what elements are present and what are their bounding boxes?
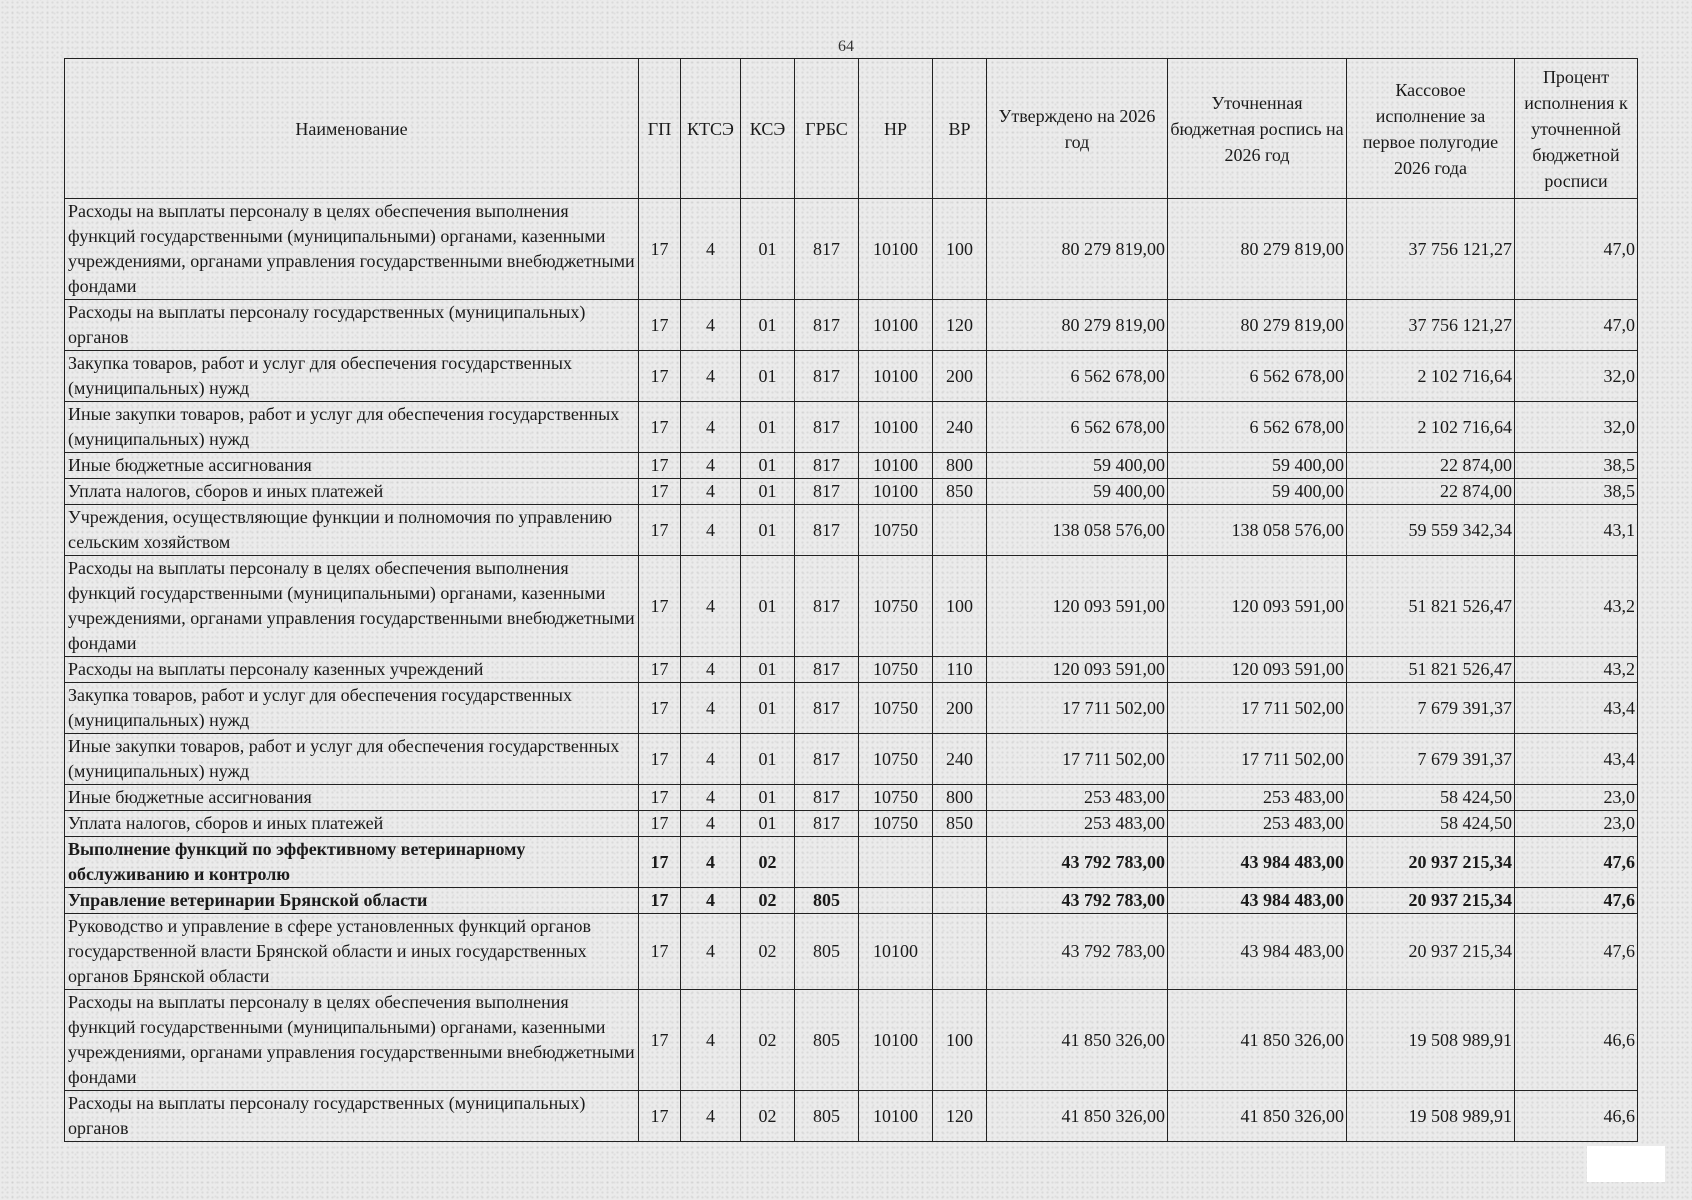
- cell-kse: 01: [741, 683, 795, 734]
- cell-gp: 17: [639, 1091, 681, 1142]
- cell-nr: 10750: [859, 785, 933, 811]
- cell-percent: 43,4: [1515, 683, 1638, 734]
- cell-ktse: 4: [681, 734, 741, 785]
- header-kse: КСЭ: [741, 59, 795, 199]
- cell-grbs: [795, 837, 859, 888]
- table-body: [65, 199, 1638, 1142]
- cell-refined: 59 400,00: [1168, 479, 1347, 505]
- cell-nr: 10750: [859, 683, 933, 734]
- cell-vr: 200: [933, 683, 987, 734]
- cell-gp: 17: [639, 683, 681, 734]
- cell-refined: 120 093 591,00: [1168, 657, 1347, 683]
- header-name: Наименование: [65, 59, 639, 199]
- cell-nr: 10750: [859, 657, 933, 683]
- cell-name: Расходы на выплаты персоналу государственных (муниципальных) органов: [65, 300, 639, 351]
- cell-cash: 2 102 716,64: [1347, 402, 1515, 453]
- cell-kse: 01: [741, 453, 795, 479]
- cell-grbs: 805: [795, 990, 859, 1091]
- cell-grbs: 817: [795, 683, 859, 734]
- cell-name: Расходы на выплаты персоналу казенных учреждений: [65, 657, 639, 683]
- cell-percent: 23,0: [1515, 785, 1638, 811]
- cell-percent: 46,6: [1515, 1091, 1638, 1142]
- cell-refined: 17 711 502,00: [1168, 683, 1347, 734]
- cell-name: Иные закупки товаров, работ и услуг для обеспечения государственных (муниципальных) нужд: [65, 402, 639, 453]
- table-row: [65, 402, 1638, 453]
- cell-vr: 200: [933, 351, 987, 402]
- cell-name: Закупка товаров, работ и услуг для обеспечения государственных (муниципальных) нужд: [65, 683, 639, 734]
- cell-nr: 10100: [859, 479, 933, 505]
- cell-approved: 253 483,00: [987, 785, 1168, 811]
- cell-approved: 80 279 819,00: [987, 300, 1168, 351]
- cell-vr: 240: [933, 734, 987, 785]
- cell-cash: 37 756 121,27: [1347, 300, 1515, 351]
- cell-vr: 110: [933, 657, 987, 683]
- cell-name: Выполнение функций по эффективному ветеринарному обслуживанию и контролю: [65, 837, 639, 888]
- cell-percent: 38,5: [1515, 453, 1638, 479]
- cell-nr: 10100: [859, 453, 933, 479]
- header-cash: Кассовое исполнение за первое полугодие 2026 года: [1347, 59, 1515, 199]
- cell-refined: 43 984 483,00: [1168, 914, 1347, 990]
- cell-vr: 120: [933, 1091, 987, 1142]
- cell-name: Иные бюджетные ассигнования: [65, 785, 639, 811]
- cell-kse: 02: [741, 837, 795, 888]
- cell-gp: 17: [639, 453, 681, 479]
- cell-percent: 46,6: [1515, 990, 1638, 1091]
- cell-kse: 02: [741, 990, 795, 1091]
- cell-cash: 22 874,00: [1347, 453, 1515, 479]
- cell-gp: 17: [639, 811, 681, 837]
- table-row: [65, 785, 1638, 811]
- table-row: [65, 683, 1638, 734]
- cell-approved: 120 093 591,00: [987, 556, 1168, 657]
- cell-approved: 6 562 678,00: [987, 402, 1168, 453]
- cell-ktse: 4: [681, 657, 741, 683]
- cell-refined: 17 711 502,00: [1168, 734, 1347, 785]
- cell-ktse: 4: [681, 1091, 741, 1142]
- cell-approved: 80 279 819,00: [987, 199, 1168, 300]
- cell-percent: 47,6: [1515, 888, 1638, 914]
- cell-approved: 59 400,00: [987, 453, 1168, 479]
- cell-ktse: 4: [681, 683, 741, 734]
- cell-percent: 43,1: [1515, 505, 1638, 556]
- cell-refined: 6 562 678,00: [1168, 351, 1347, 402]
- cell-kse: 02: [741, 1091, 795, 1142]
- table-row: [65, 300, 1638, 351]
- cell-grbs: 817: [795, 657, 859, 683]
- cell-vr: 100: [933, 990, 987, 1091]
- cell-kse: 01: [741, 402, 795, 453]
- table-row: [65, 990, 1638, 1091]
- cell-gp: 17: [639, 199, 681, 300]
- cell-percent: 47,6: [1515, 837, 1638, 888]
- cell-nr: 10100: [859, 300, 933, 351]
- table-row: [65, 811, 1638, 837]
- cell-kse: 01: [741, 657, 795, 683]
- cell-name: Учреждения, осуществляющие функции и полномочия по управлению сельским хозяйством: [65, 505, 639, 556]
- cell-refined: 6 562 678,00: [1168, 402, 1347, 453]
- cell-name: Руководство и управление в сфере установленных функций органов государственной власти Брянской области и иных государственных органов Брянской области: [65, 914, 639, 990]
- cell-ktse: 4: [681, 837, 741, 888]
- cell-grbs: 817: [795, 402, 859, 453]
- cell-gp: 17: [639, 556, 681, 657]
- cell-ktse: 4: [681, 785, 741, 811]
- cell-cash: 19 508 989,91: [1347, 1091, 1515, 1142]
- cell-kse: 01: [741, 811, 795, 837]
- cell-grbs: 805: [795, 1091, 859, 1142]
- cell-vr: 240: [933, 402, 987, 453]
- cell-kse: 01: [741, 734, 795, 785]
- cell-refined: 80 279 819,00: [1168, 300, 1347, 351]
- cell-approved: 43 792 783,00: [987, 837, 1168, 888]
- cell-cash: 7 679 391,37: [1347, 734, 1515, 785]
- cell-grbs: 817: [795, 199, 859, 300]
- cell-nr: 10100: [859, 351, 933, 402]
- cell-cash: 58 424,50: [1347, 785, 1515, 811]
- cell-vr: 800: [933, 785, 987, 811]
- cell-grbs: 817: [795, 453, 859, 479]
- cell-vr: 100: [933, 556, 987, 657]
- cell-percent: 23,0: [1515, 811, 1638, 837]
- cell-grbs: 817: [795, 351, 859, 402]
- cell-refined: 80 279 819,00: [1168, 199, 1347, 300]
- table-row: [65, 914, 1638, 990]
- header-percent: Процент исполнения к уточненной бюджетной росписи: [1515, 59, 1638, 199]
- cell-cash: 22 874,00: [1347, 479, 1515, 505]
- white-patch: [1587, 1146, 1665, 1182]
- cell-kse: 01: [741, 199, 795, 300]
- table-row: [65, 453, 1638, 479]
- cell-gp: 17: [639, 990, 681, 1091]
- cell-ktse: 4: [681, 990, 741, 1091]
- cell-ktse: 4: [681, 300, 741, 351]
- table-row: [65, 505, 1638, 556]
- cell-cash: 7 679 391,37: [1347, 683, 1515, 734]
- cell-grbs: 817: [795, 479, 859, 505]
- cell-vr: [933, 888, 987, 914]
- table-row: [65, 199, 1638, 300]
- budget-table: [64, 58, 1638, 1142]
- header-grbs: ГРБС: [795, 59, 859, 199]
- cell-name: Иные бюджетные ассигнования: [65, 453, 639, 479]
- cell-approved: 41 850 326,00: [987, 990, 1168, 1091]
- cell-kse: 02: [741, 914, 795, 990]
- cell-refined: 120 093 591,00: [1168, 556, 1347, 657]
- cell-percent: 43,2: [1515, 657, 1638, 683]
- table-header-row: [65, 59, 1638, 199]
- cell-vr: 850: [933, 811, 987, 837]
- cell-nr: 10100: [859, 199, 933, 300]
- cell-ktse: 4: [681, 914, 741, 990]
- cell-ktse: 4: [681, 505, 741, 556]
- cell-approved: 253 483,00: [987, 811, 1168, 837]
- cell-vr: 120: [933, 300, 987, 351]
- cell-grbs: 817: [795, 785, 859, 811]
- cell-gp: 17: [639, 734, 681, 785]
- cell-percent: 43,4: [1515, 734, 1638, 785]
- cell-cash: 19 508 989,91: [1347, 990, 1515, 1091]
- header-gp: ГП: [639, 59, 681, 199]
- cell-percent: 32,0: [1515, 402, 1638, 453]
- cell-approved: 138 058 576,00: [987, 505, 1168, 556]
- cell-refined: 43 984 483,00: [1168, 888, 1347, 914]
- cell-kse: 01: [741, 479, 795, 505]
- cell-name: Расходы на выплаты персоналу государственных (муниципальных) органов: [65, 1091, 639, 1142]
- cell-refined: 59 400,00: [1168, 453, 1347, 479]
- cell-cash: 58 424,50: [1347, 811, 1515, 837]
- cell-grbs: 817: [795, 300, 859, 351]
- cell-cash: 20 937 215,34: [1347, 914, 1515, 990]
- table-row: [65, 1091, 1638, 1142]
- cell-ktse: 4: [681, 402, 741, 453]
- cell-approved: 17 711 502,00: [987, 734, 1168, 785]
- cell-vr: [933, 914, 987, 990]
- cell-nr: 10750: [859, 505, 933, 556]
- header-approved: Утверждено на 2026 год: [987, 59, 1168, 199]
- table-row: [65, 734, 1638, 785]
- cell-vr: 100: [933, 199, 987, 300]
- table-row: [65, 556, 1638, 657]
- cell-percent: 47,0: [1515, 300, 1638, 351]
- cell-vr: [933, 505, 987, 556]
- cell-name: Расходы на выплаты персоналу в целях обеспечения выполнения функций государственными (муниципальными) органами, казенными учреждениями, органами управления государственными внебюджетными фондами: [65, 556, 639, 657]
- cell-vr: 800: [933, 453, 987, 479]
- cell-grbs: 805: [795, 914, 859, 990]
- cell-kse: 01: [741, 556, 795, 657]
- cell-gp: 17: [639, 888, 681, 914]
- cell-percent: 47,0: [1515, 199, 1638, 300]
- cell-cash: 20 937 215,34: [1347, 888, 1515, 914]
- cell-gp: 17: [639, 351, 681, 402]
- cell-name: Расходы на выплаты персоналу в целях обеспечения выполнения функций государственными (муниципальными) органами, казенными учреждениями, органами управления государственными внебюджетными фондами: [65, 990, 639, 1091]
- cell-grbs: 817: [795, 505, 859, 556]
- header-vr: ВР: [933, 59, 987, 199]
- cell-ktse: 4: [681, 556, 741, 657]
- cell-kse: 02: [741, 888, 795, 914]
- cell-cash: 51 821 526,47: [1347, 657, 1515, 683]
- cell-refined: 253 483,00: [1168, 811, 1347, 837]
- cell-approved: 120 093 591,00: [987, 657, 1168, 683]
- cell-name: Управление ветеринарии Брянской области: [65, 888, 639, 914]
- cell-name: Уплата налогов, сборов и иных платежей: [65, 811, 639, 837]
- cell-ktse: 4: [681, 199, 741, 300]
- cell-kse: 01: [741, 300, 795, 351]
- cell-nr: 10100: [859, 914, 933, 990]
- cell-percent: 43,2: [1515, 556, 1638, 657]
- cell-gp: 17: [639, 479, 681, 505]
- cell-refined: 43 984 483,00: [1168, 837, 1347, 888]
- cell-nr: 10100: [859, 990, 933, 1091]
- table-row: [65, 657, 1638, 683]
- cell-refined: 138 058 576,00: [1168, 505, 1347, 556]
- header-refined: Уточненная бюджетная роспись на 2026 год: [1168, 59, 1347, 199]
- table-row: [65, 888, 1638, 914]
- cell-kse: 01: [741, 785, 795, 811]
- cell-nr: 10750: [859, 556, 933, 657]
- cell-ktse: 4: [681, 351, 741, 402]
- cell-cash: 37 756 121,27: [1347, 199, 1515, 300]
- cell-ktse: 4: [681, 479, 741, 505]
- cell-nr: 10750: [859, 734, 933, 785]
- cell-approved: 43 792 783,00: [987, 914, 1168, 990]
- cell-nr: 10100: [859, 402, 933, 453]
- header-nr: НР: [859, 59, 933, 199]
- cell-gp: 17: [639, 657, 681, 683]
- cell-cash: 51 821 526,47: [1347, 556, 1515, 657]
- cell-refined: 253 483,00: [1168, 785, 1347, 811]
- cell-nr: 10100: [859, 1091, 933, 1142]
- cell-ktse: 4: [681, 453, 741, 479]
- table-row: [65, 479, 1638, 505]
- cell-nr: 10750: [859, 811, 933, 837]
- cell-approved: 6 562 678,00: [987, 351, 1168, 402]
- cell-kse: 01: [741, 351, 795, 402]
- cell-percent: 47,6: [1515, 914, 1638, 990]
- cell-gp: 17: [639, 837, 681, 888]
- cell-cash: 20 937 215,34: [1347, 837, 1515, 888]
- cell-approved: 59 400,00: [987, 479, 1168, 505]
- cell-kse: 01: [741, 505, 795, 556]
- cell-grbs: 817: [795, 734, 859, 785]
- cell-nr: [859, 837, 933, 888]
- cell-vr: [933, 837, 987, 888]
- cell-gp: 17: [639, 402, 681, 453]
- cell-grbs: 817: [795, 811, 859, 837]
- cell-percent: 32,0: [1515, 351, 1638, 402]
- cell-cash: 2 102 716,64: [1347, 351, 1515, 402]
- cell-name: Иные закупки товаров, работ и услуг для обеспечения государственных (муниципальных) нужд: [65, 734, 639, 785]
- cell-gp: 17: [639, 300, 681, 351]
- cell-gp: 17: [639, 914, 681, 990]
- header-ktse: КТСЭ: [681, 59, 741, 199]
- cell-percent: 38,5: [1515, 479, 1638, 505]
- cell-approved: 43 792 783,00: [987, 888, 1168, 914]
- cell-grbs: 805: [795, 888, 859, 914]
- table-row: [65, 351, 1638, 402]
- cell-ktse: 4: [681, 811, 741, 837]
- cell-gp: 17: [639, 785, 681, 811]
- cell-approved: 17 711 502,00: [987, 683, 1168, 734]
- cell-ktse: 4: [681, 888, 741, 914]
- cell-vr: 850: [933, 479, 987, 505]
- cell-name: Уплата налогов, сборов и иных платежей: [65, 479, 639, 505]
- cell-cash: 59 559 342,34: [1347, 505, 1515, 556]
- page-number: 64: [838, 38, 854, 55]
- cell-approved: 41 850 326,00: [987, 1091, 1168, 1142]
- cell-name: Расходы на выплаты персоналу в целях обеспечения выполнения функций государственными (муниципальными) органами, казенными учреждениями, органами управления государственными внебюджетными фондами: [65, 199, 639, 300]
- cell-refined: 41 850 326,00: [1168, 990, 1347, 1091]
- cell-grbs: 817: [795, 556, 859, 657]
- cell-nr: [859, 888, 933, 914]
- table-row: [65, 837, 1638, 888]
- cell-name: Закупка товаров, работ и услуг для обеспечения государственных (муниципальных) нужд: [65, 351, 639, 402]
- cell-refined: 41 850 326,00: [1168, 1091, 1347, 1142]
- cell-gp: 17: [639, 505, 681, 556]
